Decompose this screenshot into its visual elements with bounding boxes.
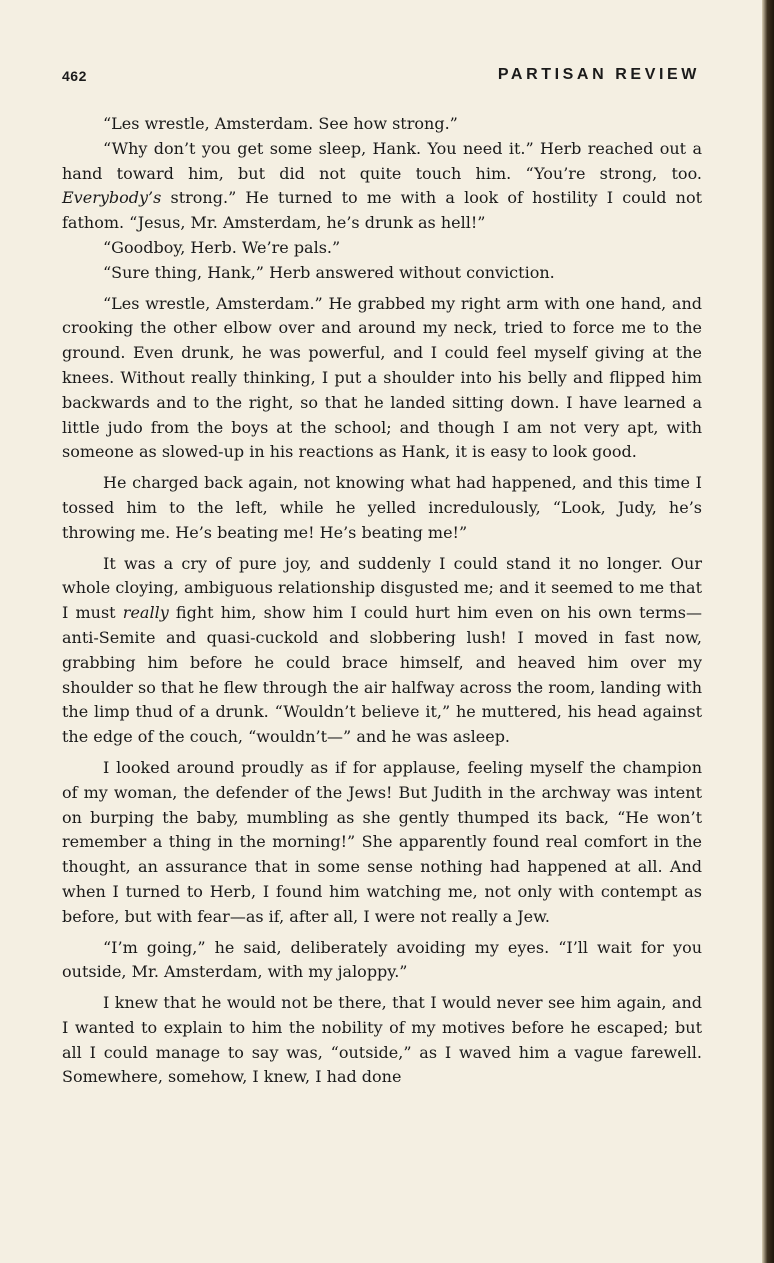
paragraph [62, 137, 702, 236]
text-run: “Goodboy, Herb. We’re pals.” [103, 237, 341, 257]
text-run: It was a cry of pure joy, and suddenly I could stand it no longer. Our whole cloying, ambiguous relationship disgusted me; and it seemed to me that I must [62, 553, 702, 623]
text-run: “I’m going,” he said, deliberately avoiding my eyes. “I’ll wait for you outside, Mr. Amsterdam, with my jaloppy.” [62, 937, 702, 982]
paragraph [62, 936, 702, 986]
page-edge-shadow [762, 0, 774, 1263]
paragraph [62, 756, 702, 930]
article-body [62, 112, 702, 1090]
text-run: fight him, show him I could hurt him even on his own terms—anti-Semite and quasi-cuckold and slobbering lush! I moved in fast now, grabbing him before he could brace himself, and heaved him over my shoulder so that he flew through the air halfway across the room, landing with the limp thud of a drunk. “Wouldn’t believe it,” he muttered, his head against the edge of the couch, “wouldn’t—” and he was asleep. [62, 603, 703, 747]
text-run: He charged back again, not knowing what had happened, and this time I tossed him to the left, while he yelled incredulously, “Look, Judy, he’s throwing me. He’s beating me! He’s beating me!” [62, 473, 702, 542]
text-run: “Why don’t you get some sleep, Hank. You need it.” Herb reached out a hand toward him, but did not quite touch him. “You’re strong, too. [62, 138, 702, 183]
paragraph [62, 292, 702, 466]
text-run: “Les wrestle, Amsterdam.” He grabbed my right arm with one hand, and crooking the other elbow over and around my neck, tried to force me to the ground. Even drunk, he was powerful, and I could feel myself giving at the knees. Without really thinking, I put a shoulder into his belly and flipped him backwards and to the right, so that he landed sitting down. I have learned a little judo from the boys at the school; and though I am not very apt, with someone as slowed-up in his reactions as Hank, it is easy to look good. [62, 293, 702, 462]
text-run: I knew that he would not be there, that I would never see him again, and I wanted to explain to him the nobility of my motives before he escaped; but all I could manage to say was, “outside,” as I waved him a vague farewell. Somewhere, somehow, I knew, I had done [62, 993, 702, 1087]
paragraph [62, 991, 702, 1090]
running-header [62, 66, 700, 88]
paragraph [62, 471, 702, 545]
italic-text-run: Everybody’s [62, 188, 162, 208]
text-run: “Les wrestle, Amsterdam. See how strong.” [103, 114, 458, 133]
paragraph [62, 236, 702, 261]
italic-text-run: really [122, 603, 169, 623]
paragraph [62, 112, 702, 137]
journal-title: PARTISAN REVIEW [497, 66, 700, 83]
paragraph [62, 261, 702, 286]
page-number: 462 [62, 68, 87, 84]
paragraph [62, 552, 702, 750]
text-run: strong.” He turned to me with a look of hostility I could not fathom. “Jesus, Mr. Amsterdam, he’s drunk as hell!” [62, 188, 702, 233]
text-run: “Sure thing, Hank,” Herb answered without conviction. [103, 262, 555, 282]
text-run: I looked around proudly as if for applause, feeling myself the champion of my woman, the defender of the Jews! But Judith in the archway was intent on burping the baby, mumbling as she gently thumped its back, “He won’t remember a thing in the morning!” She apparently found real comfort in the thought, an assurance that in some sense nothing had happened at all. And when I turned to Herb, I found him watching me, not only with contempt as before, but with fear—as if, after all, I were not really a Jew. [62, 757, 702, 926]
